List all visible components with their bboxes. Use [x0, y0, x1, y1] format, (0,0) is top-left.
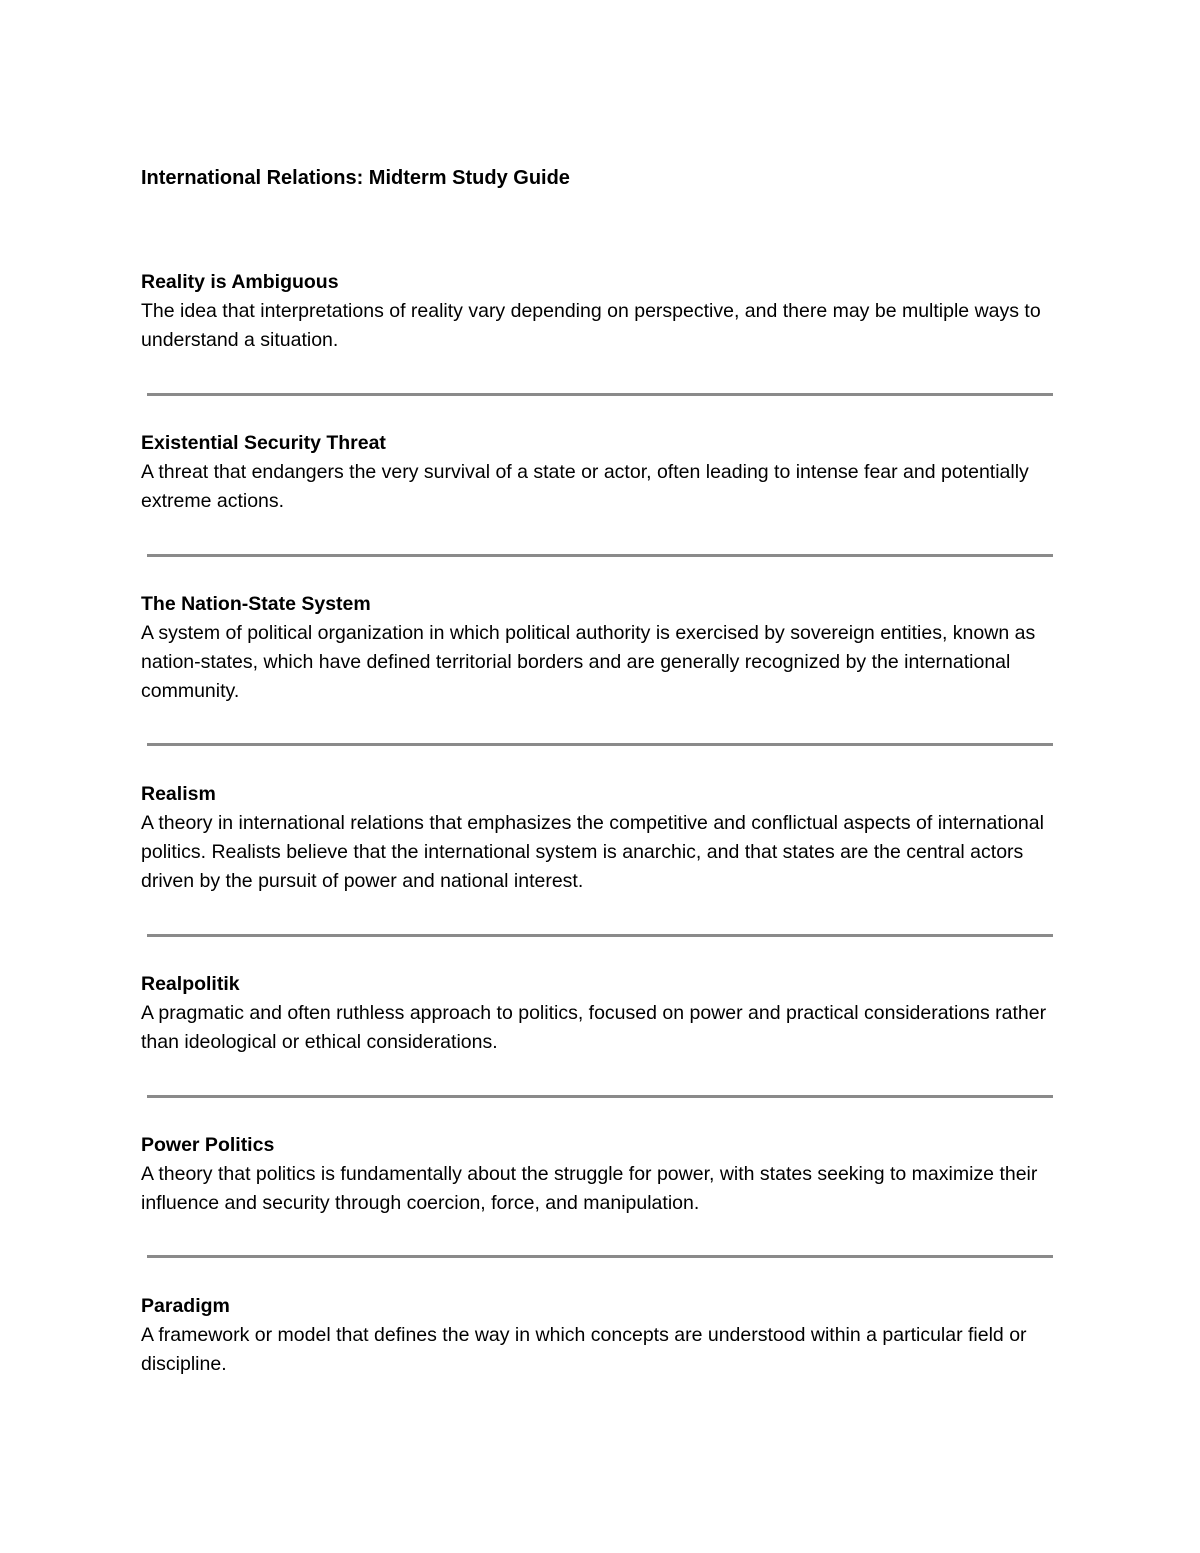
glossary-entry: [141, 780, 1071, 896]
divider-line: [147, 393, 1053, 396]
divider-line: [147, 934, 1053, 937]
entry-term: Power Politics: [141, 1134, 275, 1156]
entry-term: Paradigm: [141, 1295, 230, 1317]
entry-definition: The idea that interpretations of reality vary depending on perspective, and there may be multiple ways to understand a situation.: [141, 300, 1041, 351]
entry-definition: A theory in international relations that emphasizes the competitive and conflictual aspects of international politics. Realists believe that the international system is anarchic, and that states are the central actors driven by the pursuit of power and national interest.: [141, 812, 1044, 892]
entry-term: Reality is Ambiguous: [141, 271, 339, 293]
divider-line: [147, 743, 1053, 746]
entry-term: Realpolitik: [141, 973, 240, 995]
divider-line: [147, 1095, 1053, 1098]
glossary-entry: [141, 1131, 1071, 1218]
glossary-entry: [141, 970, 1071, 1057]
glossary-entry: [141, 429, 1071, 516]
glossary-entry: [141, 268, 1071, 355]
glossary-entry: [141, 590, 1071, 706]
entry-definition: A pragmatic and often ruthless approach to politics, focused on power and practical considerations rather than ideological or ethical considerations.: [141, 1002, 1047, 1053]
divider-line: [147, 1255, 1053, 1258]
entry-definition: A framework or model that defines the way in which concepts are understood within a particular field or discipline.: [141, 1324, 1027, 1375]
entry-term: The Nation-State System: [141, 593, 371, 615]
document-title: International Relations: Midterm Study Guide: [141, 167, 570, 189]
entry-definition: A system of political organization in which political authority is exercised by sovereign entities, known as nation-states, which have defined territorial borders and are generally recognized by the international community.: [141, 622, 1036, 702]
entry-definition: A theory that politics is fundamentally about the struggle for power, with states seeking to maximize their influence and security through coercion, force, and manipulation.: [141, 1163, 1038, 1214]
entry-term: Realism: [141, 783, 216, 805]
entry-term: Existential Security Threat: [141, 432, 386, 454]
glossary-entry: [141, 1292, 1071, 1379]
divider-line: [147, 554, 1053, 557]
entry-definition: A threat that endangers the very survival of a state or actor, often leading to intense fear and potentially extreme actions.: [141, 461, 1029, 512]
